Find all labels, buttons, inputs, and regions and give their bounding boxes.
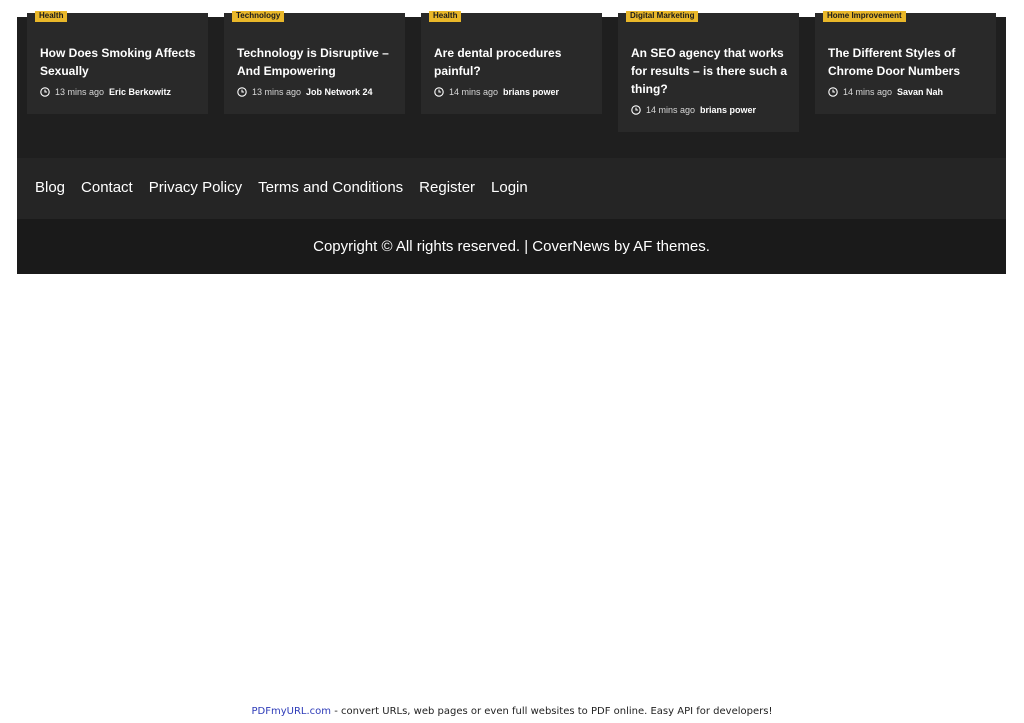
- post-meta: [631, 104, 756, 116]
- pdf-footer: [0, 705, 1024, 719]
- category-badge[interactable]: Home Improvement: [823, 11, 906, 22]
- post-card: [618, 13, 799, 132]
- post-author[interactable]: Savan Nah: [897, 87, 944, 97]
- footer-navigation: [17, 158, 1006, 219]
- clock-icon: [434, 87, 444, 97]
- post-card: [224, 13, 405, 114]
- copyright-text: Copyright © All rights reserved. | CoverNews by AF themes.: [313, 238, 710, 255]
- related-posts-section: [17, 11, 1006, 157]
- category-badge[interactable]: Health: [429, 11, 461, 22]
- post-time[interactable]: 14 mins ago: [646, 105, 696, 115]
- category-badge[interactable]: Health: [35, 11, 67, 22]
- post-author[interactable]: Job Network 24: [306, 87, 373, 97]
- post-time[interactable]: 14 mins ago: [449, 87, 499, 97]
- footer-link-login[interactable]: Login: [491, 179, 528, 196]
- post-author[interactable]: brians power: [503, 87, 560, 97]
- post-author[interactable]: Eric Berkowitz: [109, 87, 172, 97]
- category-badge[interactable]: Digital Marketing: [626, 11, 698, 22]
- copyright-bar: [17, 219, 1006, 274]
- post-time[interactable]: 13 mins ago: [55, 87, 105, 97]
- clock-icon: [631, 105, 641, 115]
- post-time[interactable]: 14 mins ago: [843, 87, 893, 97]
- post-card: [421, 13, 602, 114]
- post-meta: [434, 86, 559, 98]
- footer-link-privacy-policy[interactable]: Privacy Policy: [148, 179, 243, 196]
- post-title[interactable]: Technology is Disruptive – And Empowering: [237, 46, 389, 78]
- clock-icon: [40, 87, 50, 97]
- pdfmyurl-link[interactable]: PDFmyURL.com: [251, 706, 332, 717]
- footer-link-contact[interactable]: Contact: [81, 179, 133, 196]
- post-meta: [828, 86, 943, 98]
- post-meta: [237, 86, 373, 98]
- post-time[interactable]: 13 mins ago: [252, 87, 302, 97]
- page-wrapper: [17, 11, 1006, 274]
- post-title[interactable]: How Does Smoking Affects Sexually: [40, 46, 196, 78]
- post-card: [815, 13, 996, 114]
- pdf-footer-text: - convert URLs, web pages or even full websites to PDF online. Easy API for developers!: [331, 706, 773, 717]
- post-meta: [40, 86, 171, 98]
- post-title[interactable]: The Different Styles of Chrome Door Numbers: [828, 46, 961, 78]
- category-badge[interactable]: Technology: [232, 11, 284, 22]
- clock-icon: [828, 87, 838, 97]
- footer-link-blog[interactable]: Blog: [35, 179, 66, 196]
- post-author[interactable]: brians power: [700, 105, 757, 115]
- clock-icon: [237, 87, 247, 97]
- post-title[interactable]: Are dental procedures painful?: [434, 46, 562, 78]
- post-card: [27, 13, 208, 114]
- footer-link-terms[interactable]: Terms and Conditions: [258, 179, 404, 196]
- footer-link-register[interactable]: Register: [419, 179, 476, 196]
- post-title[interactable]: An SEO agency that works for results – is there such a thing?: [631, 46, 788, 96]
